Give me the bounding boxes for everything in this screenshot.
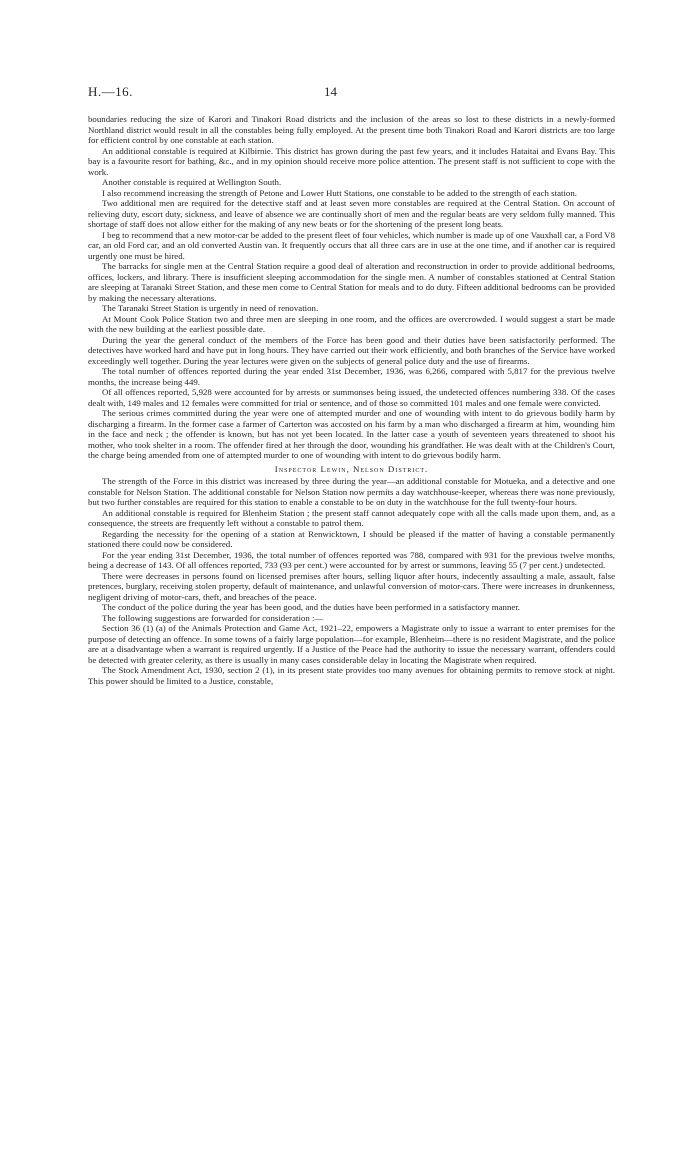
paragraph: An additional constable is required at Kilbirnie. This district has grown during the past few years, and it includes Hataitai and Evans Bay. This bay is a favourite resort for bathing, &c., and in my opinion should receive more police attention. The present staff is not sufficient to cope with the work. xyxy=(88,145,615,177)
paragraph: Section 36 (1) (a) of the Animals Protection and Game Act, 1921–22, empowers a Magistrate only to issue a warrant to enter premises for the purpose of detecting an offence. In some towns of a fairly large population—for example, Blenheim—there is no resident Magistrate, and the police are at a disadvantage when a warrant is required urgently. If a Justice of the Peace had the authority to issue the necessary warrant, offenders could be detected with greater celerity, as there is usually in many cases considerable delay in locating the Magistrate when required. xyxy=(88,623,615,665)
paragraph: Of all offences reported, 5,928 were accounted for by arrests or summonses being issued, the undetected offences numbering 338. Of the cases dealt with, 149 males and 12 females were committed for trial or sentence, and of those so committed 101 males and one female were convicted. xyxy=(88,387,615,408)
report-body xyxy=(88,114,615,686)
paragraph: The total number of offences reported during the year ended 31st December, 1936, was 6,266, compared with 5,817 for the previous twelve months, the increase being 449. xyxy=(88,366,615,387)
paragraph: An additional constable is required for Blenheim Station ; the present staff cannot adequately cope with all the calls made upon them, and, as a consequence, the streets are frequently left without a constable to patrol them. xyxy=(88,507,615,528)
paragraph: The strength of the Force in this district was increased by three during the year—an additional constable for Motueka, and a detective and one constable for Nelson Station. The additional constable for Nelson Station now permits a day watchhouse-keeper, whereas there was none previously, but two further constables are required for this station to enable a constable to be on duty in the watchhouse for the full twenty-four hours. xyxy=(88,476,615,507)
section-heading: Inspector Lewin, Nelson District. xyxy=(274,463,429,474)
paragraph: Another constable is required at Wellington South. xyxy=(102,177,282,187)
paragraph: I also recommend increasing the strength of Petone and Lower Hutt Stations, one constable to be added to the strength of each station. xyxy=(102,187,577,198)
paragraph: The following suggestions are forwarded for consideration :— xyxy=(102,612,324,623)
paragraph: For the year ending 31st December, 1936, the total number of offences reported was 788, compared with 931 for the previous twelve months, being a decrease of 143. Of all offences reported, 733 (93 per cent.) were accounted for by arrest or summons, leaving 55 (7 per cent.) undetected. xyxy=(88,549,615,570)
paragraph: boundaries reducing the size of Karori and Tinakori Road districts and the inclusion of the areas so lost to these districts in a newly-formed Northland district would result in all the constables being fully employed. At the present time both Tinakori Road and Karori districts are too large for efficient control by one constable at each station. xyxy=(88,114,615,145)
paragraph: The serious crimes committed during the year were one of attempted murder and one of wounding with intent to do grievous bodily harm by discharging a firearm. In the former case a farmer of Carterton was accosted on his farm by a man who discharged a firearm at him, wounding him in the face and neck ; the offender is known, but has not yet been located. In the latter case a youth of seventeen years threatened to shoot his mother, who took shelter in a room. The offender fired at her through the door, wounding his grandfather. He was dealt with at the Children's Court, the charge being amended from one of attempted murder to one of wounding with intent to do grievous bodily harm. xyxy=(88,408,615,460)
document-reference: H.—16. xyxy=(88,84,133,99)
paragraph: Regarding the necessity for the opening of a station at Renwicktown, I should be pleased if the matter of having a constable permanently stationed there could now be considered. xyxy=(88,528,615,549)
paragraph: At Mount Cook Police Station two and three men are sleeping in one room, and the offices are overcrowded. I would suggest a start be made with the new building at the earliest possible date. xyxy=(88,313,615,334)
paragraph: Two additional men are required for the detective staff and at least seven more constables are required at the Central Station. On account of relieving duty, escort duty, sickness, and leave of absence we are continually short of men and the regular beats are very seldom fully manned. This shortage of staff does not allow either for the making of any new beats or for the shortening of the present long beats. xyxy=(88,198,615,229)
paragraph: There were decreases in persons found on licensed premises after hours, selling liquor after hours, indecently assaulting a male, assault, false pretences, burglary, receiving stolen property, default of maintenance, and unlawful conversion of motor-cars. There were increases in drunkenness, negligent driving of motor-cars, theft, and breaches of the peace. xyxy=(88,570,615,602)
paragraph: During the year the general conduct of the members of the Force has been good and their duties have been satisfactorily performed. The detectives have worked hard and have put in long hours. They have carried out their work efficiently, and both branches of the Service have worked exceedingly well together. During the year lectures were given on the subjects of general police duty and the use of firearms. xyxy=(88,334,615,366)
paragraph: The Stock Amendment Act, 1930, section 2 (1), in its present state provides too many avenues for obtaining permits to remove stock at night. This power should be limited to a Justice, constable, xyxy=(88,665,615,686)
paragraph: The Taranaki Street Station is urgently in need of renovation. xyxy=(102,303,319,313)
paragraph: I beg to recommend that a new motor-car be added to the present fleet of four vehicles, which number is made up of one Vauxhall car, a Ford V8 car, an old Ford car, and an old converted Austin van. It frequently occurs that all three cars are in use at the one time, and if another car is required urgently one must be hired. xyxy=(88,229,615,261)
paragraph: The barracks for single men at the Central Station require a good deal of alteration and reconstruction in order to provide additional bedrooms, offices, lockers, and library. There is insufficient sleeping accommodation for the single men. A number of constables stationed at Central Station are sleeping at Taranaki Street Station, and these men come to Central Station for meals and to do duty. Fifteen additional bedrooms can be provided by making the necessary alterations. xyxy=(88,261,615,303)
paragraph: The conduct of the police during the year has been good, and the duties have been performed in a satisfactory manner. xyxy=(102,602,520,612)
page-number: 14 xyxy=(324,84,337,99)
page-header xyxy=(88,84,615,104)
